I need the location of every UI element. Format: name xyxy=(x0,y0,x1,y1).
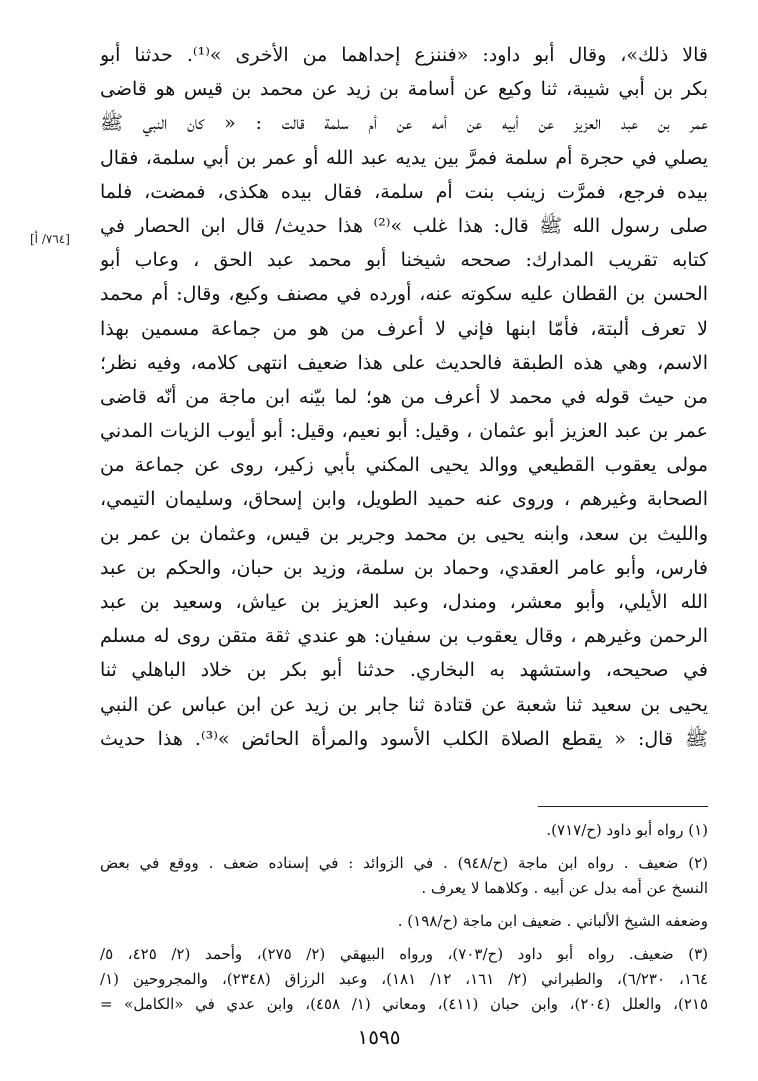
footnote-line: (١) رواه أبو داود (ح/٧١٧). xyxy=(546,821,708,839)
footnote-spacer xyxy=(100,843,708,851)
footnote-line: (٢) ضعيف . رواه ابن ماجة (ح/٩٤٨) . في الزوائد : في إسناده ضعف . ووقع في بعض xyxy=(100,854,708,872)
margin-folio-note: [٧٦٤/ أ] xyxy=(30,232,70,246)
text-line: يصلي في حجرة أم سلمة فمرَّ بين يديه عبد الله أو عمر بن أبي سلمة، فقال xyxy=(100,146,708,169)
page-number: ١٥٩٥ xyxy=(357,1025,401,1049)
text-line: فارس، وأبو عامر العقدي، وحماد بن سلمة، وزيد بن حبان، والحكم بن عبد xyxy=(100,556,708,579)
footnote-spacer xyxy=(100,934,708,942)
text-line: الاسم، وهي هذه الطبقة فالحديث على هذا ضعيف انتهى كلامه، وفيه نظر؛ xyxy=(100,351,708,374)
text-line: يحيى بن سعيد ثنا شعبة عن قتادة ثنا جابر بن زيد عن ابن عباس عن النبي xyxy=(100,693,708,716)
footnote-line: ٢١٥)، والعلل (٢٠٤)، وابن حبان (٤١١)، ومعاني (١/ ٤٥٨)، وابن عدي في «الكامل» = xyxy=(100,995,708,1013)
text-line: لا تعرف ألبتة، فأمّا ابنها فإني لا أعرف من هو من جماعة مسمين بهذا xyxy=(100,317,708,340)
footnote-line: ١٦٤، ٦/٢٣٠)، والطبراني (٢/ ١٦١، ١٢/ ١٨١)، وعبد الرزاق (٢٣٤٨)، والمجروحين (١/ xyxy=(100,970,708,988)
text-line: كتابه تقريب المدارك: صححه شيخنا أبو محمد عبد الحق ، وعاب أبو xyxy=(100,249,708,272)
footnote-separator xyxy=(538,806,708,807)
text-line: صلى رسول الله ﷺ قال: هذا غلب »⁽²⁾ هذا حديث/ قال ابن الحصار في xyxy=(100,214,708,237)
footnote-line: (٣) ضعيف. رواه أبو داود (ح/٧٠٣)، ورواه البيهقي (٢/ ٢٧٥)، وأحمد (٢/ ٤٢٥، ٥/ xyxy=(100,945,708,963)
text-line: الحسن بن القطان عليه سكوته عنه، أورده في مصنف وكيع، وقال: أم محمد xyxy=(100,283,708,306)
text-line: من حيث قوله في محمد لا أعرف من هو؛ لما بيّنه ابن ماجة من أنّه قاضى xyxy=(100,385,708,408)
text-line: بكر بن أبي شيبة، ثنا وكيع عن أسامة بن زيد عن محمد بن قيس هو قاضى xyxy=(100,78,708,101)
footnote-line: وضعفه الشيخ الألباني . ضعيف ابن ماجة (ح/١٩٨) . xyxy=(397,912,708,930)
text-line: الله الأيلي، وأبو معشر، ومندل، وعبد العزيز بن عياش، وسعيد بن عبد xyxy=(100,591,708,613)
text-line: ﷺ قال: « يقطع الصلاة الكلب الأسود والمرأة الحائض »⁽³⁾. هذا حديث xyxy=(100,727,708,750)
text-line: والليث بن سعد، وابنه يحيى بن محمد وجرير بن قيس، وعثمان بن عمر بن xyxy=(100,522,708,545)
text-line: مولى يعقوب القطيعي ووالد يحيى المكني بأبي زكير، روى عن جماعة من xyxy=(100,454,708,477)
footnotes-block xyxy=(100,818,708,1017)
footnote-line: النسخ عن أمه بدل عن أبيه . وكلاهما لا يعرف . xyxy=(421,879,708,897)
text-line: عمر بن عبد العزيز عن أبيه عن أمه عن أم سلمة قالت : « كان النبي ﷺ xyxy=(100,112,708,135)
text-line: بيده فرجع، فمرَّت زينب بنت أم سلمة، فقال بيده هكذى، فمضت، فلما xyxy=(100,180,708,203)
text-line: الصحابة وغيرهم ، وروى عنه حميد الطويل، وابن إسحاق، وسليمان التيمي، xyxy=(100,488,708,511)
text-line: الرحمن وغيرهم ، وقال يعقوب بن سفيان: هو عندي ثقة متقن روى له مسلم xyxy=(100,625,708,648)
text-line: في صحيحه، واستشهد به البخاري. حدثنا أبو بكر بن خلاد الباهلي ثنا xyxy=(100,659,708,682)
text-line: عمر بن عبد العزيز أبو عثمان ، وقيل: أبو نعيم، وقيل: أبو أيوب الزيات المدني xyxy=(100,420,708,443)
main-text-block xyxy=(100,38,708,756)
text-line: قالا ذلك»، وقال أبو داود: «فننزع إحداهما من الأخرى »⁽¹⁾. حدثنا أبو xyxy=(100,44,708,66)
footnote-spacer xyxy=(100,901,708,909)
